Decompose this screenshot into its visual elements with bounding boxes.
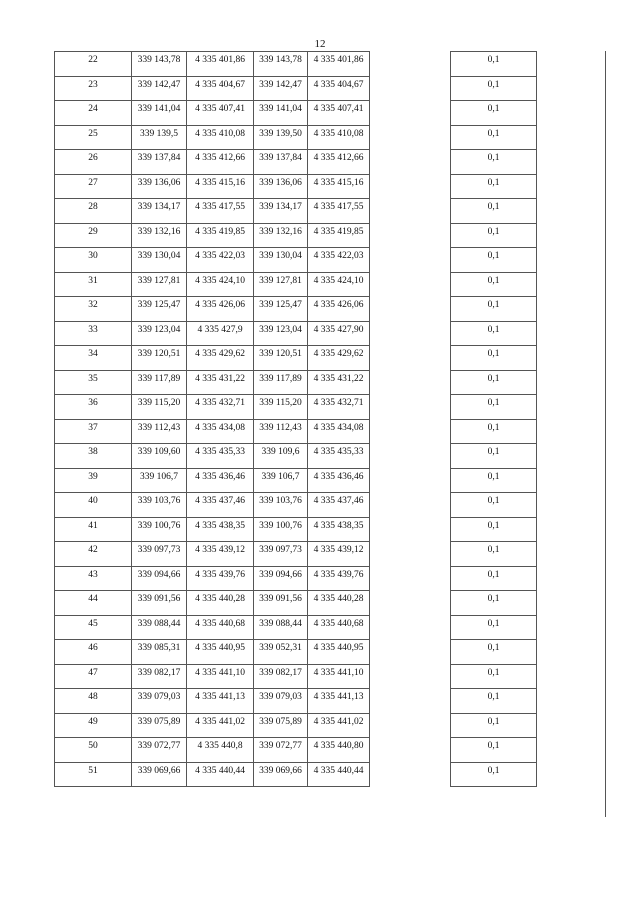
y-coordinate-cell: 4 335 410,08 xyxy=(187,125,254,150)
y-coordinate-new-cell: 4 335 426,06 xyxy=(308,297,370,322)
y-coordinate-cell: 4 335 439,12 xyxy=(187,542,254,567)
y-coordinate-new-cell: 4 335 440,44 xyxy=(308,762,370,787)
x-coordinate-new-cell: 339 103,76 xyxy=(254,493,308,518)
y-coordinate-cell: 4 335 417,55 xyxy=(187,199,254,224)
table-row xyxy=(55,370,537,395)
accuracy-value-cell: 0,1 xyxy=(451,615,537,640)
table-body xyxy=(55,52,537,787)
point-number-cell: 25 xyxy=(55,125,132,150)
table-row xyxy=(55,199,537,224)
point-number-cell: 31 xyxy=(55,272,132,297)
point-number-cell: 38 xyxy=(55,444,132,469)
y-coordinate-cell: 4 335 424,10 xyxy=(187,272,254,297)
point-number-cell: 34 xyxy=(55,346,132,371)
accuracy-value-cell: 0,1 xyxy=(451,52,537,77)
x-coordinate-cell: 339 103,76 xyxy=(132,493,187,518)
blank-gap-cell xyxy=(370,566,451,591)
x-coordinate-cell: 339 075,89 xyxy=(132,713,187,738)
x-coordinate-cell: 339 115,20 xyxy=(132,395,187,420)
x-coordinate-cell: 339 139,5 xyxy=(132,125,187,150)
y-coordinate-cell: 4 335 401,86 xyxy=(187,52,254,77)
x-coordinate-cell: 339 100,76 xyxy=(132,517,187,542)
blank-gap-cell xyxy=(370,640,451,665)
x-coordinate-cell: 339 088,44 xyxy=(132,615,187,640)
x-coordinate-new-cell: 339 075,89 xyxy=(254,713,308,738)
y-coordinate-new-cell: 4 335 436,46 xyxy=(308,468,370,493)
accuracy-value-cell: 0,1 xyxy=(451,346,537,371)
table-row xyxy=(55,52,537,77)
y-coordinate-new-cell: 4 335 441,02 xyxy=(308,713,370,738)
y-coordinate-new-cell: 4 335 431,22 xyxy=(308,370,370,395)
table-row xyxy=(55,762,537,787)
y-coordinate-new-cell: 4 335 401,86 xyxy=(308,52,370,77)
accuracy-value-cell: 0,1 xyxy=(451,199,537,224)
y-coordinate-cell: 4 335 407,41 xyxy=(187,101,254,126)
accuracy-value-cell: 0,1 xyxy=(451,370,537,395)
x-coordinate-new-cell: 339 100,76 xyxy=(254,517,308,542)
table-row xyxy=(55,346,537,371)
x-coordinate-cell: 339 132,16 xyxy=(132,223,187,248)
y-coordinate-cell: 4 335 437,46 xyxy=(187,493,254,518)
blank-gap-cell xyxy=(370,370,451,395)
blank-gap-cell xyxy=(370,125,451,150)
y-coordinate-new-cell: 4 335 438,35 xyxy=(308,517,370,542)
accuracy-value-cell: 0,1 xyxy=(451,248,537,273)
y-coordinate-cell: 4 335 427,9 xyxy=(187,321,254,346)
y-coordinate-new-cell: 4 335 440,80 xyxy=(308,738,370,763)
x-coordinate-cell: 339 143,78 xyxy=(132,52,187,77)
y-coordinate-new-cell: 4 335 412,66 xyxy=(308,150,370,175)
x-coordinate-cell: 339 094,66 xyxy=(132,566,187,591)
y-coordinate-new-cell: 4 335 440,28 xyxy=(308,591,370,616)
y-coordinate-new-cell: 4 335 432,71 xyxy=(308,395,370,420)
table-row xyxy=(55,713,537,738)
y-coordinate-cell: 4 335 435,33 xyxy=(187,444,254,469)
x-coordinate-cell: 339 117,89 xyxy=(132,370,187,395)
x-coordinate-new-cell: 339 137,84 xyxy=(254,150,308,175)
blank-gap-cell xyxy=(370,395,451,420)
point-number-cell: 42 xyxy=(55,542,132,567)
y-coordinate-cell: 4 335 441,13 xyxy=(187,689,254,714)
y-coordinate-cell: 4 335 415,16 xyxy=(187,174,254,199)
table-row xyxy=(55,321,537,346)
table-row xyxy=(55,223,537,248)
point-number-cell: 43 xyxy=(55,566,132,591)
x-coordinate-cell: 339 120,51 xyxy=(132,346,187,371)
y-coordinate-cell: 4 335 439,76 xyxy=(187,566,254,591)
table-row xyxy=(55,517,537,542)
table-row xyxy=(55,738,537,763)
point-number-cell: 29 xyxy=(55,223,132,248)
point-number-cell: 41 xyxy=(55,517,132,542)
point-number-cell: 33 xyxy=(55,321,132,346)
table-row xyxy=(55,689,537,714)
y-coordinate-new-cell: 4 335 441,10 xyxy=(308,664,370,689)
table-row xyxy=(55,444,537,469)
x-coordinate-new-cell: 339 109,6 xyxy=(254,444,308,469)
accuracy-value-cell: 0,1 xyxy=(451,468,537,493)
table-row xyxy=(55,493,537,518)
x-coordinate-new-cell: 339 094,66 xyxy=(254,566,308,591)
right-border-line xyxy=(605,51,606,817)
x-coordinate-cell: 339 142,47 xyxy=(132,76,187,101)
y-coordinate-new-cell: 4 335 429,62 xyxy=(308,346,370,371)
blank-gap-cell xyxy=(370,101,451,126)
point-number-cell: 44 xyxy=(55,591,132,616)
point-number-cell: 37 xyxy=(55,419,132,444)
blank-gap-cell xyxy=(370,738,451,763)
point-number-cell: 32 xyxy=(55,297,132,322)
point-number-cell: 39 xyxy=(55,468,132,493)
accuracy-value-cell: 0,1 xyxy=(451,174,537,199)
y-coordinate-cell: 4 335 422,03 xyxy=(187,248,254,273)
x-coordinate-new-cell: 339 141,04 xyxy=(254,101,308,126)
y-coordinate-cell: 4 335 404,67 xyxy=(187,76,254,101)
x-coordinate-cell: 339 072,77 xyxy=(132,738,187,763)
point-number-cell: 48 xyxy=(55,689,132,714)
blank-gap-cell xyxy=(370,76,451,101)
point-number-cell: 26 xyxy=(55,150,132,175)
table-row xyxy=(55,125,537,150)
blank-gap-cell xyxy=(370,713,451,738)
blank-gap-cell xyxy=(370,664,451,689)
x-coordinate-cell: 339 134,17 xyxy=(132,199,187,224)
table-row xyxy=(55,468,537,493)
x-coordinate-cell: 339 097,73 xyxy=(132,542,187,567)
table-row xyxy=(55,664,537,689)
page-number: 12 xyxy=(314,38,326,50)
blank-gap-cell xyxy=(370,199,451,224)
x-coordinate-new-cell: 339 134,17 xyxy=(254,199,308,224)
table-row xyxy=(55,174,537,199)
table-row xyxy=(55,101,537,126)
x-coordinate-new-cell: 339 079,03 xyxy=(254,689,308,714)
accuracy-value-cell: 0,1 xyxy=(451,223,537,248)
y-coordinate-new-cell: 4 335 439,76 xyxy=(308,566,370,591)
blank-gap-cell xyxy=(370,52,451,77)
blank-gap-cell xyxy=(370,223,451,248)
accuracy-value-cell: 0,1 xyxy=(451,517,537,542)
blank-gap-cell xyxy=(370,517,451,542)
point-number-cell: 47 xyxy=(55,664,132,689)
table-row xyxy=(55,615,537,640)
x-coordinate-cell: 339 125,47 xyxy=(132,297,187,322)
point-number-cell: 51 xyxy=(55,762,132,787)
y-coordinate-new-cell: 4 335 434,08 xyxy=(308,419,370,444)
accuracy-value-cell: 0,1 xyxy=(451,493,537,518)
x-coordinate-new-cell: 339 142,47 xyxy=(254,76,308,101)
x-coordinate-new-cell: 339 106,7 xyxy=(254,468,308,493)
y-coordinate-new-cell: 4 335 404,67 xyxy=(308,76,370,101)
x-coordinate-cell: 339 130,04 xyxy=(132,248,187,273)
y-coordinate-cell: 4 335 440,44 xyxy=(187,762,254,787)
table-row xyxy=(55,542,537,567)
table-row xyxy=(55,640,537,665)
x-coordinate-cell: 339 082,17 xyxy=(132,664,187,689)
y-coordinate-new-cell: 4 335 439,12 xyxy=(308,542,370,567)
y-coordinate-new-cell: 4 335 440,95 xyxy=(308,640,370,665)
accuracy-value-cell: 0,1 xyxy=(451,101,537,126)
table-row xyxy=(55,297,537,322)
table-row xyxy=(55,395,537,420)
y-coordinate-cell: 4 335 440,68 xyxy=(187,615,254,640)
y-coordinate-new-cell: 4 335 424,10 xyxy=(308,272,370,297)
y-coordinate-new-cell: 4 335 440,68 xyxy=(308,615,370,640)
y-coordinate-new-cell: 4 335 419,85 xyxy=(308,223,370,248)
point-number-cell: 36 xyxy=(55,395,132,420)
blank-gap-cell xyxy=(370,297,451,322)
x-coordinate-cell: 339 141,04 xyxy=(132,101,187,126)
blank-gap-cell xyxy=(370,762,451,787)
x-coordinate-new-cell: 339 139,50 xyxy=(254,125,308,150)
y-coordinate-new-cell: 4 335 417,55 xyxy=(308,199,370,224)
blank-gap-cell xyxy=(370,493,451,518)
x-coordinate-new-cell: 339 072,77 xyxy=(254,738,308,763)
point-number-cell: 45 xyxy=(55,615,132,640)
x-coordinate-new-cell: 339 115,20 xyxy=(254,395,308,420)
point-number-cell: 24 xyxy=(55,101,132,126)
y-coordinate-cell: 4 335 434,08 xyxy=(187,419,254,444)
y-coordinate-cell: 4 335 431,22 xyxy=(187,370,254,395)
point-number-cell: 23 xyxy=(55,76,132,101)
point-number-cell: 46 xyxy=(55,640,132,665)
blank-gap-cell xyxy=(370,419,451,444)
blank-gap-cell xyxy=(370,248,451,273)
accuracy-value-cell: 0,1 xyxy=(451,125,537,150)
table-row xyxy=(55,591,537,616)
accuracy-value-cell: 0,1 xyxy=(451,762,537,787)
y-coordinate-new-cell: 4 335 441,13 xyxy=(308,689,370,714)
point-number-cell: 50 xyxy=(55,738,132,763)
accuracy-value-cell: 0,1 xyxy=(451,664,537,689)
x-coordinate-cell: 339 106,7 xyxy=(132,468,187,493)
x-coordinate-cell: 339 137,84 xyxy=(132,150,187,175)
accuracy-value-cell: 0,1 xyxy=(451,591,537,616)
point-number-cell: 40 xyxy=(55,493,132,518)
x-coordinate-cell: 339 079,03 xyxy=(132,689,187,714)
blank-gap-cell xyxy=(370,272,451,297)
y-coordinate-cell: 4 335 441,10 xyxy=(187,664,254,689)
table-row xyxy=(55,419,537,444)
table-row xyxy=(55,566,537,591)
x-coordinate-cell: 339 085,31 xyxy=(132,640,187,665)
y-coordinate-cell: 4 335 419,85 xyxy=(187,223,254,248)
accuracy-value-cell: 0,1 xyxy=(451,150,537,175)
accuracy-value-cell: 0,1 xyxy=(451,566,537,591)
y-coordinate-cell: 4 335 441,02 xyxy=(187,713,254,738)
y-coordinate-new-cell: 4 335 407,41 xyxy=(308,101,370,126)
point-number-cell: 28 xyxy=(55,199,132,224)
blank-gap-cell xyxy=(370,689,451,714)
x-coordinate-cell: 339 136,06 xyxy=(132,174,187,199)
blank-gap-cell xyxy=(370,174,451,199)
y-coordinate-cell: 4 335 432,71 xyxy=(187,395,254,420)
blank-gap-cell xyxy=(370,444,451,469)
accuracy-value-cell: 0,1 xyxy=(451,272,537,297)
accuracy-value-cell: 0,1 xyxy=(451,542,537,567)
x-coordinate-new-cell: 339 127,81 xyxy=(254,272,308,297)
x-coordinate-cell: 339 069,66 xyxy=(132,762,187,787)
blank-gap-cell xyxy=(370,321,451,346)
x-coordinate-new-cell: 339 052,31 xyxy=(254,640,308,665)
y-coordinate-cell: 4 335 426,06 xyxy=(187,297,254,322)
x-coordinate-new-cell: 339 069,66 xyxy=(254,762,308,787)
blank-gap-cell xyxy=(370,150,451,175)
accuracy-value-cell: 0,1 xyxy=(451,297,537,322)
coordinates-table xyxy=(54,51,537,787)
accuracy-value-cell: 0,1 xyxy=(451,395,537,420)
x-coordinate-new-cell: 339 136,06 xyxy=(254,174,308,199)
point-number-cell: 49 xyxy=(55,713,132,738)
x-coordinate-cell: 339 127,81 xyxy=(132,272,187,297)
x-coordinate-new-cell: 339 112,43 xyxy=(254,419,308,444)
accuracy-value-cell: 0,1 xyxy=(451,738,537,763)
accuracy-value-cell: 0,1 xyxy=(451,713,537,738)
blank-gap-cell xyxy=(370,346,451,371)
blank-gap-cell xyxy=(370,615,451,640)
table-row xyxy=(55,272,537,297)
accuracy-value-cell: 0,1 xyxy=(451,444,537,469)
accuracy-value-cell: 0,1 xyxy=(451,419,537,444)
x-coordinate-new-cell: 339 132,16 xyxy=(254,223,308,248)
y-coordinate-cell: 4 335 438,35 xyxy=(187,517,254,542)
x-coordinate-cell: 339 091,56 xyxy=(132,591,187,616)
accuracy-value-cell: 0,1 xyxy=(451,76,537,101)
x-coordinate-cell: 339 123,04 xyxy=(132,321,187,346)
x-coordinate-new-cell: 339 082,17 xyxy=(254,664,308,689)
accuracy-value-cell: 0,1 xyxy=(451,321,537,346)
point-number-cell: 27 xyxy=(55,174,132,199)
x-coordinate-new-cell: 339 143,78 xyxy=(254,52,308,77)
x-coordinate-new-cell: 339 097,73 xyxy=(254,542,308,567)
x-coordinate-cell: 339 112,43 xyxy=(132,419,187,444)
x-coordinate-new-cell: 339 117,89 xyxy=(254,370,308,395)
x-coordinate-new-cell: 339 125,47 xyxy=(254,297,308,322)
x-coordinate-new-cell: 339 123,04 xyxy=(254,321,308,346)
x-coordinate-new-cell: 339 130,04 xyxy=(254,248,308,273)
y-coordinate-cell: 4 335 429,62 xyxy=(187,346,254,371)
y-coordinate-cell: 4 335 440,28 xyxy=(187,591,254,616)
point-number-cell: 35 xyxy=(55,370,132,395)
blank-gap-cell xyxy=(370,542,451,567)
y-coordinate-cell: 4 335 440,8 xyxy=(187,738,254,763)
accuracy-value-cell: 0,1 xyxy=(451,689,537,714)
table-row xyxy=(55,76,537,101)
x-coordinate-new-cell: 339 088,44 xyxy=(254,615,308,640)
y-coordinate-cell: 4 335 412,66 xyxy=(187,150,254,175)
point-number-cell: 22 xyxy=(55,52,132,77)
y-coordinate-new-cell: 4 335 422,03 xyxy=(308,248,370,273)
y-coordinate-cell: 4 335 440,95 xyxy=(187,640,254,665)
x-coordinate-new-cell: 339 120,51 xyxy=(254,346,308,371)
blank-gap-cell xyxy=(370,468,451,493)
x-coordinate-cell: 339 109,60 xyxy=(132,444,187,469)
y-coordinate-new-cell: 4 335 427,90 xyxy=(308,321,370,346)
y-coordinate-new-cell: 4 335 437,46 xyxy=(308,493,370,518)
table-row xyxy=(55,150,537,175)
y-coordinate-cell: 4 335 436,46 xyxy=(187,468,254,493)
y-coordinate-new-cell: 4 335 410,08 xyxy=(308,125,370,150)
point-number-cell: 30 xyxy=(55,248,132,273)
accuracy-value-cell: 0,1 xyxy=(451,640,537,665)
table-row xyxy=(55,248,537,273)
blank-gap-cell xyxy=(370,591,451,616)
x-coordinate-new-cell: 339 091,56 xyxy=(254,591,308,616)
y-coordinate-new-cell: 4 335 435,33 xyxy=(308,444,370,469)
y-coordinate-new-cell: 4 335 415,16 xyxy=(308,174,370,199)
